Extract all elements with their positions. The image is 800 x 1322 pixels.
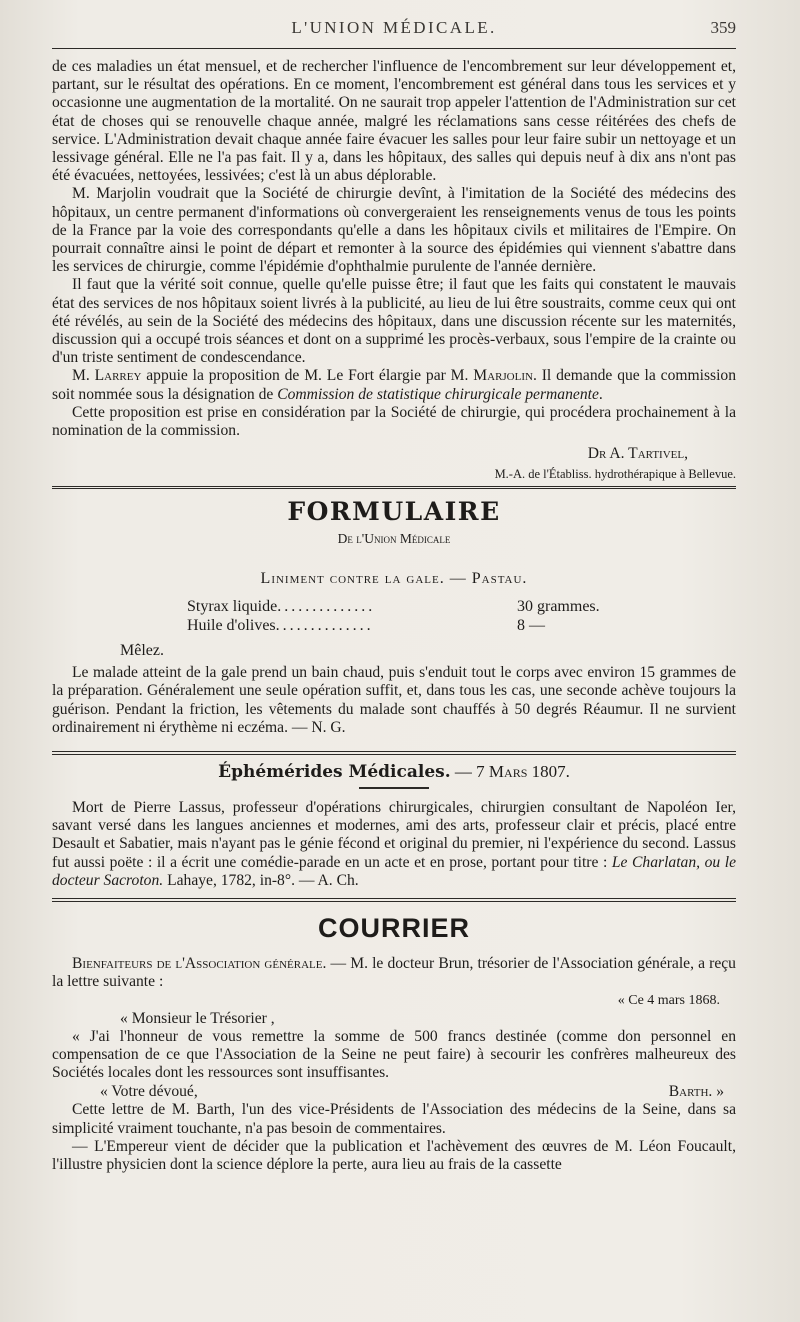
formulaire-title: FORMULAIRE [287,497,501,527]
article-paragraph-2: M. Marjolin voudrait que la Société de chirurgie devînt, à l'imitation de la Société des médecins des hôpitaux, un centre permanent d'informations où convergeraient les renseignements venus de tous les points de la France par la voie des correspondants qu'elle a dans les hôpitaux civils et militaires de l'Empire. On pourrait connaître ainsi le point de départ et remonter à la source des épidémies qui viennent s'abattre dans les services de chirurgie, comme l'épidémie d'ophthalmie purulente de l'année dernière. [52,185,736,276]
melez-instruction: Mêlez. [120,642,164,660]
ephemerides-text-before: Mort de Pierre Lassus, professeur d'opérations chirurgicales, chirurgien consultant de Napoléon Ier, savant versé dans les langues anciennes et modernes, ami des arts, professeur clair et précis, placé entre Desault et Sabatier, mais n'ayant pas le génie fécond et original du premier, ni l'expérience du second. Lassus fut aussi poëte : il a écrit une comédie-parade en un acte et en prose, portant pour titre : [52,799,736,871]
header-rule [52,48,736,49]
courrier-section [52,911,736,1174]
ingredient-quantity: 30 grammes. [517,598,600,616]
courrier-lead-text: — M. le docteur Brun, trésorier de l'Association générale, a reçu la lettre suivante : [52,955,736,991]
larrey-text-middle: . Il demande que la commission soit nommée sous la désignation de [52,367,737,403]
formulaire-section [52,497,736,737]
article-paragraph-3: Il faut que la vérité soit connue, quelle qu'elle puisse être; il faut que les faits qui constatent le mauvais état des services de nos hôpitaux soient livrés à la publicité, au lieu de lui être soustraits, comme ceux qui ont été révélés, au sein de la Société des médecins des hôpitaux, dans une discussion récente sur les maternités, discussion qui a occupé trois séances et dont on a supprimé les procès-verbaux, sous l'empire de la crainte ou d'un triste sentiment de condescendance. [52,276,736,367]
article-section [52,58,736,482]
ingredient-list [187,597,627,635]
letter-date: « Ce 4 mars 1868. [617,992,720,1008]
ingredient-row [187,597,627,616]
section-divider-3 [52,898,736,902]
running-title: L'UNION MÉDICALE. [291,18,497,37]
ingredient-name: Huile d'olives [187,617,276,635]
page-number: 359 [710,18,736,37]
ingredient-leader-dots: .............. [275,617,374,635]
ephemerides-title-date: — 7 Mars 1807. [450,762,570,782]
signature: Dr A. Tartivel, [587,445,688,463]
larrey-text-before: appuie la proposition de M. Le Fort élargie par [141,367,451,385]
ingredient-row [187,616,627,635]
courrier-lead [52,955,736,991]
courrier-comment: Cette lettre de M. Barth, l'un des vice-Présidents de l'Association des médecins de la Seine, dans sa simplicité vraiment touchante, n'a pas besoin de commentaires. [52,1101,736,1137]
closing-left: « Votre dévoué, [100,1083,198,1101]
closing-paragraph: Cette proposition est prise en considération par la Société de chirurgie, qui procédera prochainement à la nomination de la commission. [52,403,736,440]
marjolin-name: M. Marjolin [450,367,533,385]
commission-name: Commission de statistique chirurgicale permanente [277,385,599,403]
closing-signature: Barth. » [668,1083,724,1101]
courrier-last: — L'Empereur vient de décider que la publication et l'achèvement des œuvres de M. Léon Foucault, l'illustre physicien dont la science déplore la perte, aura lieu au frais de la cassette [52,1137,736,1173]
ephemerides-title [52,761,736,783]
page-header [52,14,736,42]
larrey-name: M. Larrey [72,367,142,385]
recipe-title: Liniment contre la gale. — Pastau. [260,570,528,588]
ephemerides-title-bold: Éphémérides Médicales. [218,762,451,783]
letter-closing [52,1082,736,1101]
ingredient-quantity: 8 — [517,617,545,635]
letter-salutation: « Monsieur le Trésorier , [120,1009,275,1027]
letter-body: « J'ai l'honneur de vous remettre la somme de 500 francs destinée (comme don personnel en compensation de ce que l'Association de la Seine ne peut faire) à secourir les confrères malheureux des Sociétés locales dont les ressources sont insuffisantes. [52,1027,736,1082]
article-paragraph-1: de ces maladies un état mensuel, et de rechercher l'influence de l'encombrement sur leur développement et, partant, sur le résultat des opérations. En ce moment, l'encombrement est général dans tous les services et y occasionne une augmentation de la mortalité. On ne saurait trop appeler l'attention de l'Administration sur cet état de choses qui se renouvelle chaque année, malgré les réclamations sans cesse réitérées des chefs de service. L'Administration devait chaque année faire évacuer les salles pour leur faire subir un nettoyage et un lessivage général. Elle ne l'a pas fait. Il y a, dans les hôpitaux, des salles qui depuis neuf à dix ans n'ont pas été évacuées, nettoyées, lessivées; c'est là un abus déplorable. [52,58,736,185]
ephemerides-text-after: Lahaye, 1782, in-8°. — A. Ch. [163,871,359,889]
courrier-lead-label: Bienfaiteurs de l'Association générale. [72,955,327,973]
courrier-title: COURRIER [317,913,470,944]
section-divider-2 [52,751,736,755]
comedy-title: Le Charlatan, ou le docteur Sacroton. [52,853,737,889]
formulaire-subtitle: De l'Union Médicale [337,531,451,547]
affiliation: M.-A. de l'Établiss. hydrothérapique à Bellevue. [494,467,736,482]
ingredient-leader-dots: .............. [277,598,376,616]
larrey-text-after: . [598,385,603,403]
larrey-paragraph [52,367,736,403]
section-divider-1 [52,486,736,489]
ephemerides-text [52,799,736,890]
ingredient-name: Styrax liquide [187,598,278,616]
ephemerides-section [52,761,736,890]
formulaire-text: Le malade atteint de la gale prend un bain chaud, puis s'enduit tout le corps avec environ 15 grammes de la préparation. Généralement une seule opération suffit, et, dans tous les cas, une seconde achève toujours la guérison. Pendant la friction, les vêtements du malade sont chauffés à 50 degrés Réaumur. Il ne survient ordinairement ni érythème ni eczéma. — N. G. [52,664,736,736]
